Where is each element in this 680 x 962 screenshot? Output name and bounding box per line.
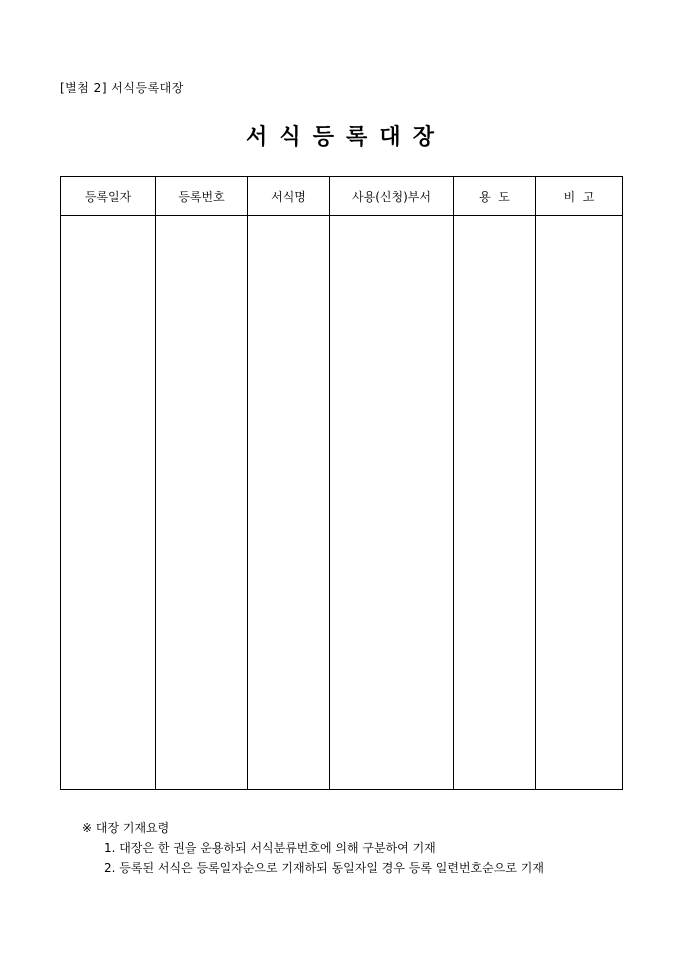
notes-heading: ※ 대장 기재요령 [82, 821, 170, 835]
table-cell [156, 216, 248, 790]
table-header-row [61, 177, 623, 216]
document-title: 서식등록대장 [245, 124, 447, 150]
table-cell [454, 216, 536, 790]
table-cell [330, 216, 454, 790]
table-row [61, 216, 623, 790]
note-item: 2. 등록된 서식은 등록일자순으로 기재하되 동일자일 경우 등록 일련번호순으로 기재 [104, 861, 544, 875]
column-header-purpose: 용 도 [454, 177, 536, 216]
notes-section [82, 818, 544, 878]
table-cell [536, 216, 623, 790]
table-cell [248, 216, 330, 790]
column-header-remarks: 비 고 [536, 177, 623, 216]
column-header-form-name: 서식명 [248, 177, 330, 216]
column-header-registration-date: 등록일자 [61, 177, 156, 216]
note-item: 1. 대장은 한 권을 운용하되 서식분류번호에 의해 구분하여 기재 [104, 841, 436, 855]
attachment-label: [별첨 2] 서식등록대장 [60, 81, 184, 95]
form-register-table [60, 176, 623, 790]
column-header-registration-number: 등록번호 [156, 177, 248, 216]
column-header-requesting-department: 사용(신청)부서 [330, 177, 454, 216]
table-cell [61, 216, 156, 790]
